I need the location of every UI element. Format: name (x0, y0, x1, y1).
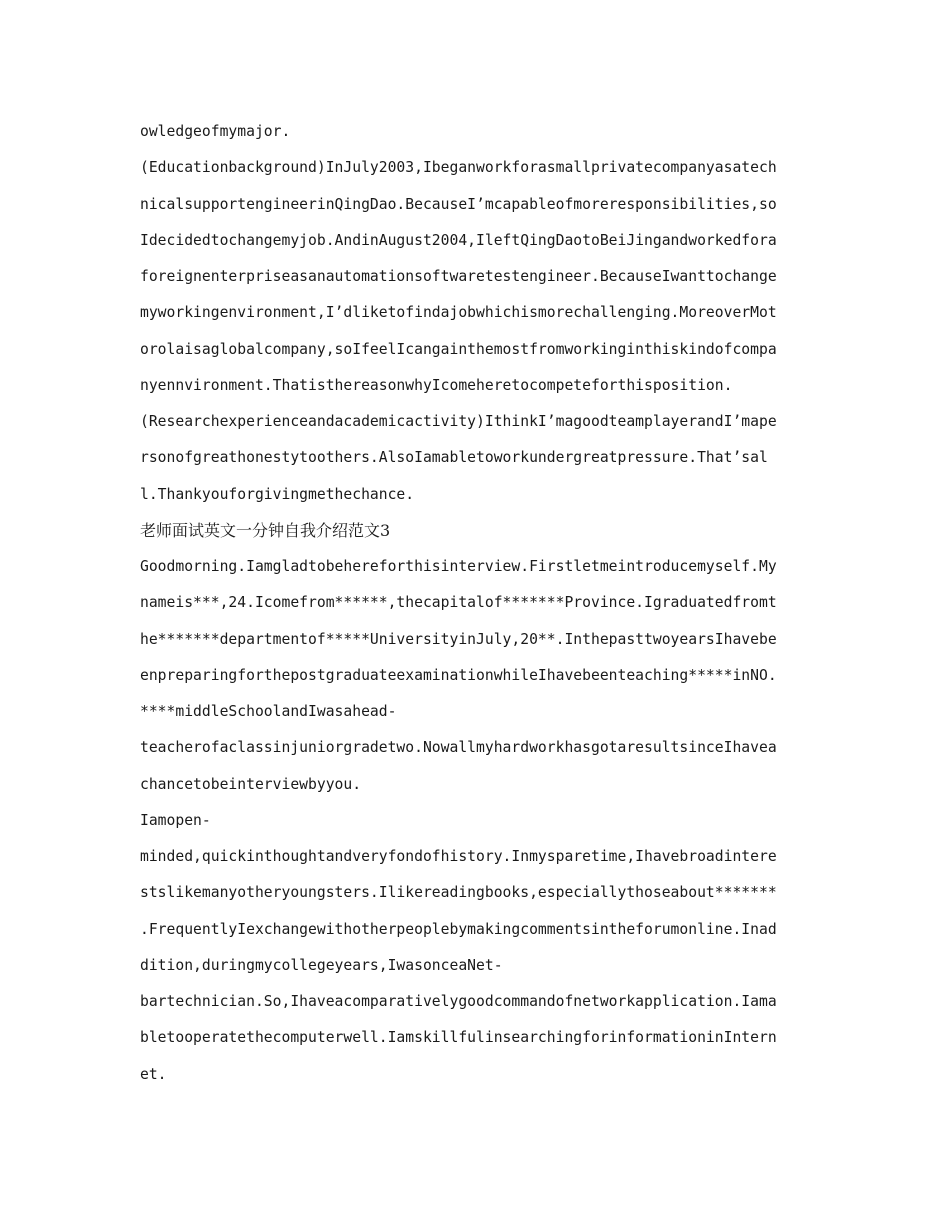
text-line: orolaisaglobalcompany,soIfeelIcangainthemostfromworkinginthiskindofcompa (140, 340, 777, 358)
text-line: et. (140, 1065, 167, 1083)
text-line: nicalsupportengineerinQingDao.BecauseI’mcapableofmoreresponsibilities,so (140, 195, 777, 213)
text-line: l.Thankyouforgivingmethechance. (140, 485, 415, 503)
text-line: foreignenterpriseasanautomationsoftwaretestengineer.BecauseIwanttochange (140, 268, 777, 285)
text-line: stslikemanyotheryoungsters.Ilikereadingbooks,especiallythoseabout******* (140, 884, 777, 902)
text-line: ****middleSchoolandIwasahead- (140, 703, 397, 720)
text-line: bartechnician.So,Ihaveacomparativelygoodcommandofnetworkapplication.Iama (140, 993, 777, 1010)
text-line: chancetobeinterviewbyyou. (140, 775, 362, 793)
section-heading: 老师面试英文一分钟自我介绍范文3 (140, 520, 391, 540)
text-line: (Researchexperienceandacademicactivity)IthinkI’magoodteamplayerandI’mape (140, 413, 777, 430)
text-line: Iamopen- (140, 811, 211, 829)
text-line: minded,quickinthoughtandveryfondofhistory.Inmysparetime,Ihavebroadintere (140, 848, 777, 865)
text-line: (Educationbackground)InJuly2003,Ibeganworkforasmallprivatecompanyasatech (140, 159, 777, 177)
text-line: owledgeofmymajor. (140, 123, 291, 140)
text-line: dition,duringmycollegeyears,IwasonceaNet- (140, 956, 503, 974)
text-line: myworkingenvironment,I’dliketofindajobwhichismorechallenging.MoreoverMot (140, 304, 777, 322)
text-line: enpreparingforthepostgraduateexaminationwhileIhavebeenteaching*****inNO. (140, 666, 777, 684)
text-line: Goodmorning.Iamgladtobehereforthisinterview.Firstletmeintroducemyself.My (140, 558, 777, 575)
text-line: Idecidedtochangemyjob.AndinAugust2004,IleftQingDaotoBeiJingandworkedfora (140, 231, 777, 249)
document-body (140, 118, 820, 1097)
text-line: teacherofaclassinjuniorgradetwo.NowallmyhardworkhasgotaresultsinceIhavea (140, 739, 777, 757)
text-line: nameis***,24.Icomefrom******,thecapitalof*******Province.Igraduatedfromt (140, 594, 777, 612)
text-line: rsonofgreathonestytoothers.AlsoIamabletoworkundergreatpressure.That’sal (140, 449, 768, 467)
text-line: nyennvironment.ThatisthereasonwhyIcomeheretocompeteforthisposition. (140, 376, 733, 394)
text-line: .FrequentlyIexchangewithotherpeoplebymakingcommentsintheforumonline.Inad (140, 920, 777, 938)
text-line: he*******departmentof*****UniversityinJuly,20**.InthepasttwoyearsIhavebe (140, 630, 777, 648)
text-line: bletooperatethecomputerwell.IamskillfulinsearchingforinformationinIntern (140, 1029, 777, 1047)
